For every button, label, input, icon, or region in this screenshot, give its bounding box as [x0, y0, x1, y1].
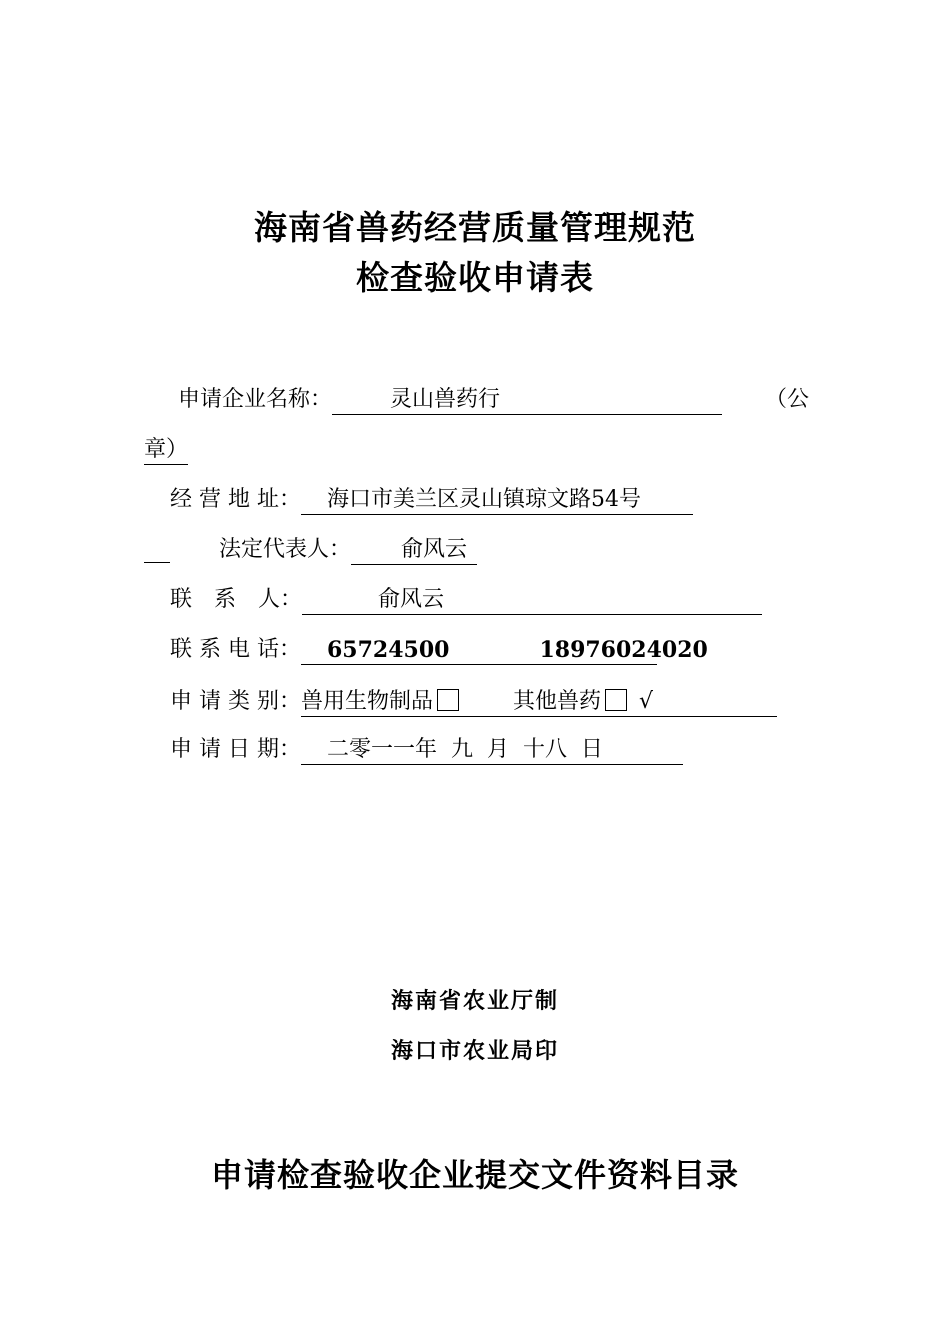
- address-label: 经 营 地 址：: [170, 487, 301, 512]
- document-title-line2: 检查验收申请表: [356, 258, 594, 297]
- address-field[interactable]: [301, 484, 693, 515]
- company-name-field[interactable]: [332, 384, 722, 415]
- category-row: [170, 686, 777, 718]
- seal-note-close-wrap: [144, 434, 188, 466]
- date-field[interactable]: [301, 734, 683, 765]
- contact-label: 联 系 人：: [170, 587, 303, 612]
- legal-rep-label: 法定代表人：: [219, 537, 352, 562]
- contact-row: [170, 584, 762, 616]
- phone-row: [170, 634, 708, 666]
- category-option-other: 其他兽药: [513, 689, 602, 714]
- category-biologics-checkbox[interactable]: [437, 689, 459, 711]
- company-name-row: [178, 384, 722, 416]
- underline-continuation: [144, 562, 170, 563]
- category-option-biologics: 兽用生物制品: [300, 689, 433, 714]
- phone-field[interactable]: [301, 634, 708, 665]
- document-title-line1: 海南省兽药经营质量管理规范: [254, 208, 696, 247]
- legal-rep-row: [219, 534, 477, 566]
- issuer-line1: 海南省农业厅制: [390, 988, 559, 1014]
- section-title: 申请检查验收企业提交文件资料目录: [210, 1156, 739, 1194]
- address-row: [170, 484, 693, 516]
- category-label: 申 请 类 别：: [170, 689, 301, 714]
- contact-field[interactable]: [302, 584, 762, 615]
- contact-value: 俞风云: [378, 587, 445, 612]
- date-value: 二零一一年 九 月 十八 日: [326, 737, 603, 762]
- check-mark-icon: √: [639, 689, 654, 714]
- category-field: [301, 686, 777, 717]
- phone-label: 联 系 电 话：: [170, 637, 301, 662]
- company-name-value: 灵山兽药行: [390, 387, 501, 412]
- legal-rep-value: 俞风云: [401, 537, 468, 562]
- seal-note-open: （公: [765, 387, 810, 412]
- seal-note-close: 章）: [144, 434, 188, 465]
- date-row: [170, 734, 683, 766]
- issuer-line2: 海口市农业局印: [390, 1038, 559, 1064]
- company-name-label: 申请企业名称：: [178, 387, 333, 412]
- phone-value-2: 18976024020: [539, 637, 708, 663]
- legal-rep-field[interactable]: [351, 534, 477, 565]
- date-label: 申 请 日 期：: [170, 737, 301, 762]
- phone-value-1: 65724500: [326, 637, 450, 663]
- category-other-checkbox[interactable]: [605, 689, 627, 711]
- address-value: 海口市美兰区灵山镇琼文路54号: [326, 487, 641, 512]
